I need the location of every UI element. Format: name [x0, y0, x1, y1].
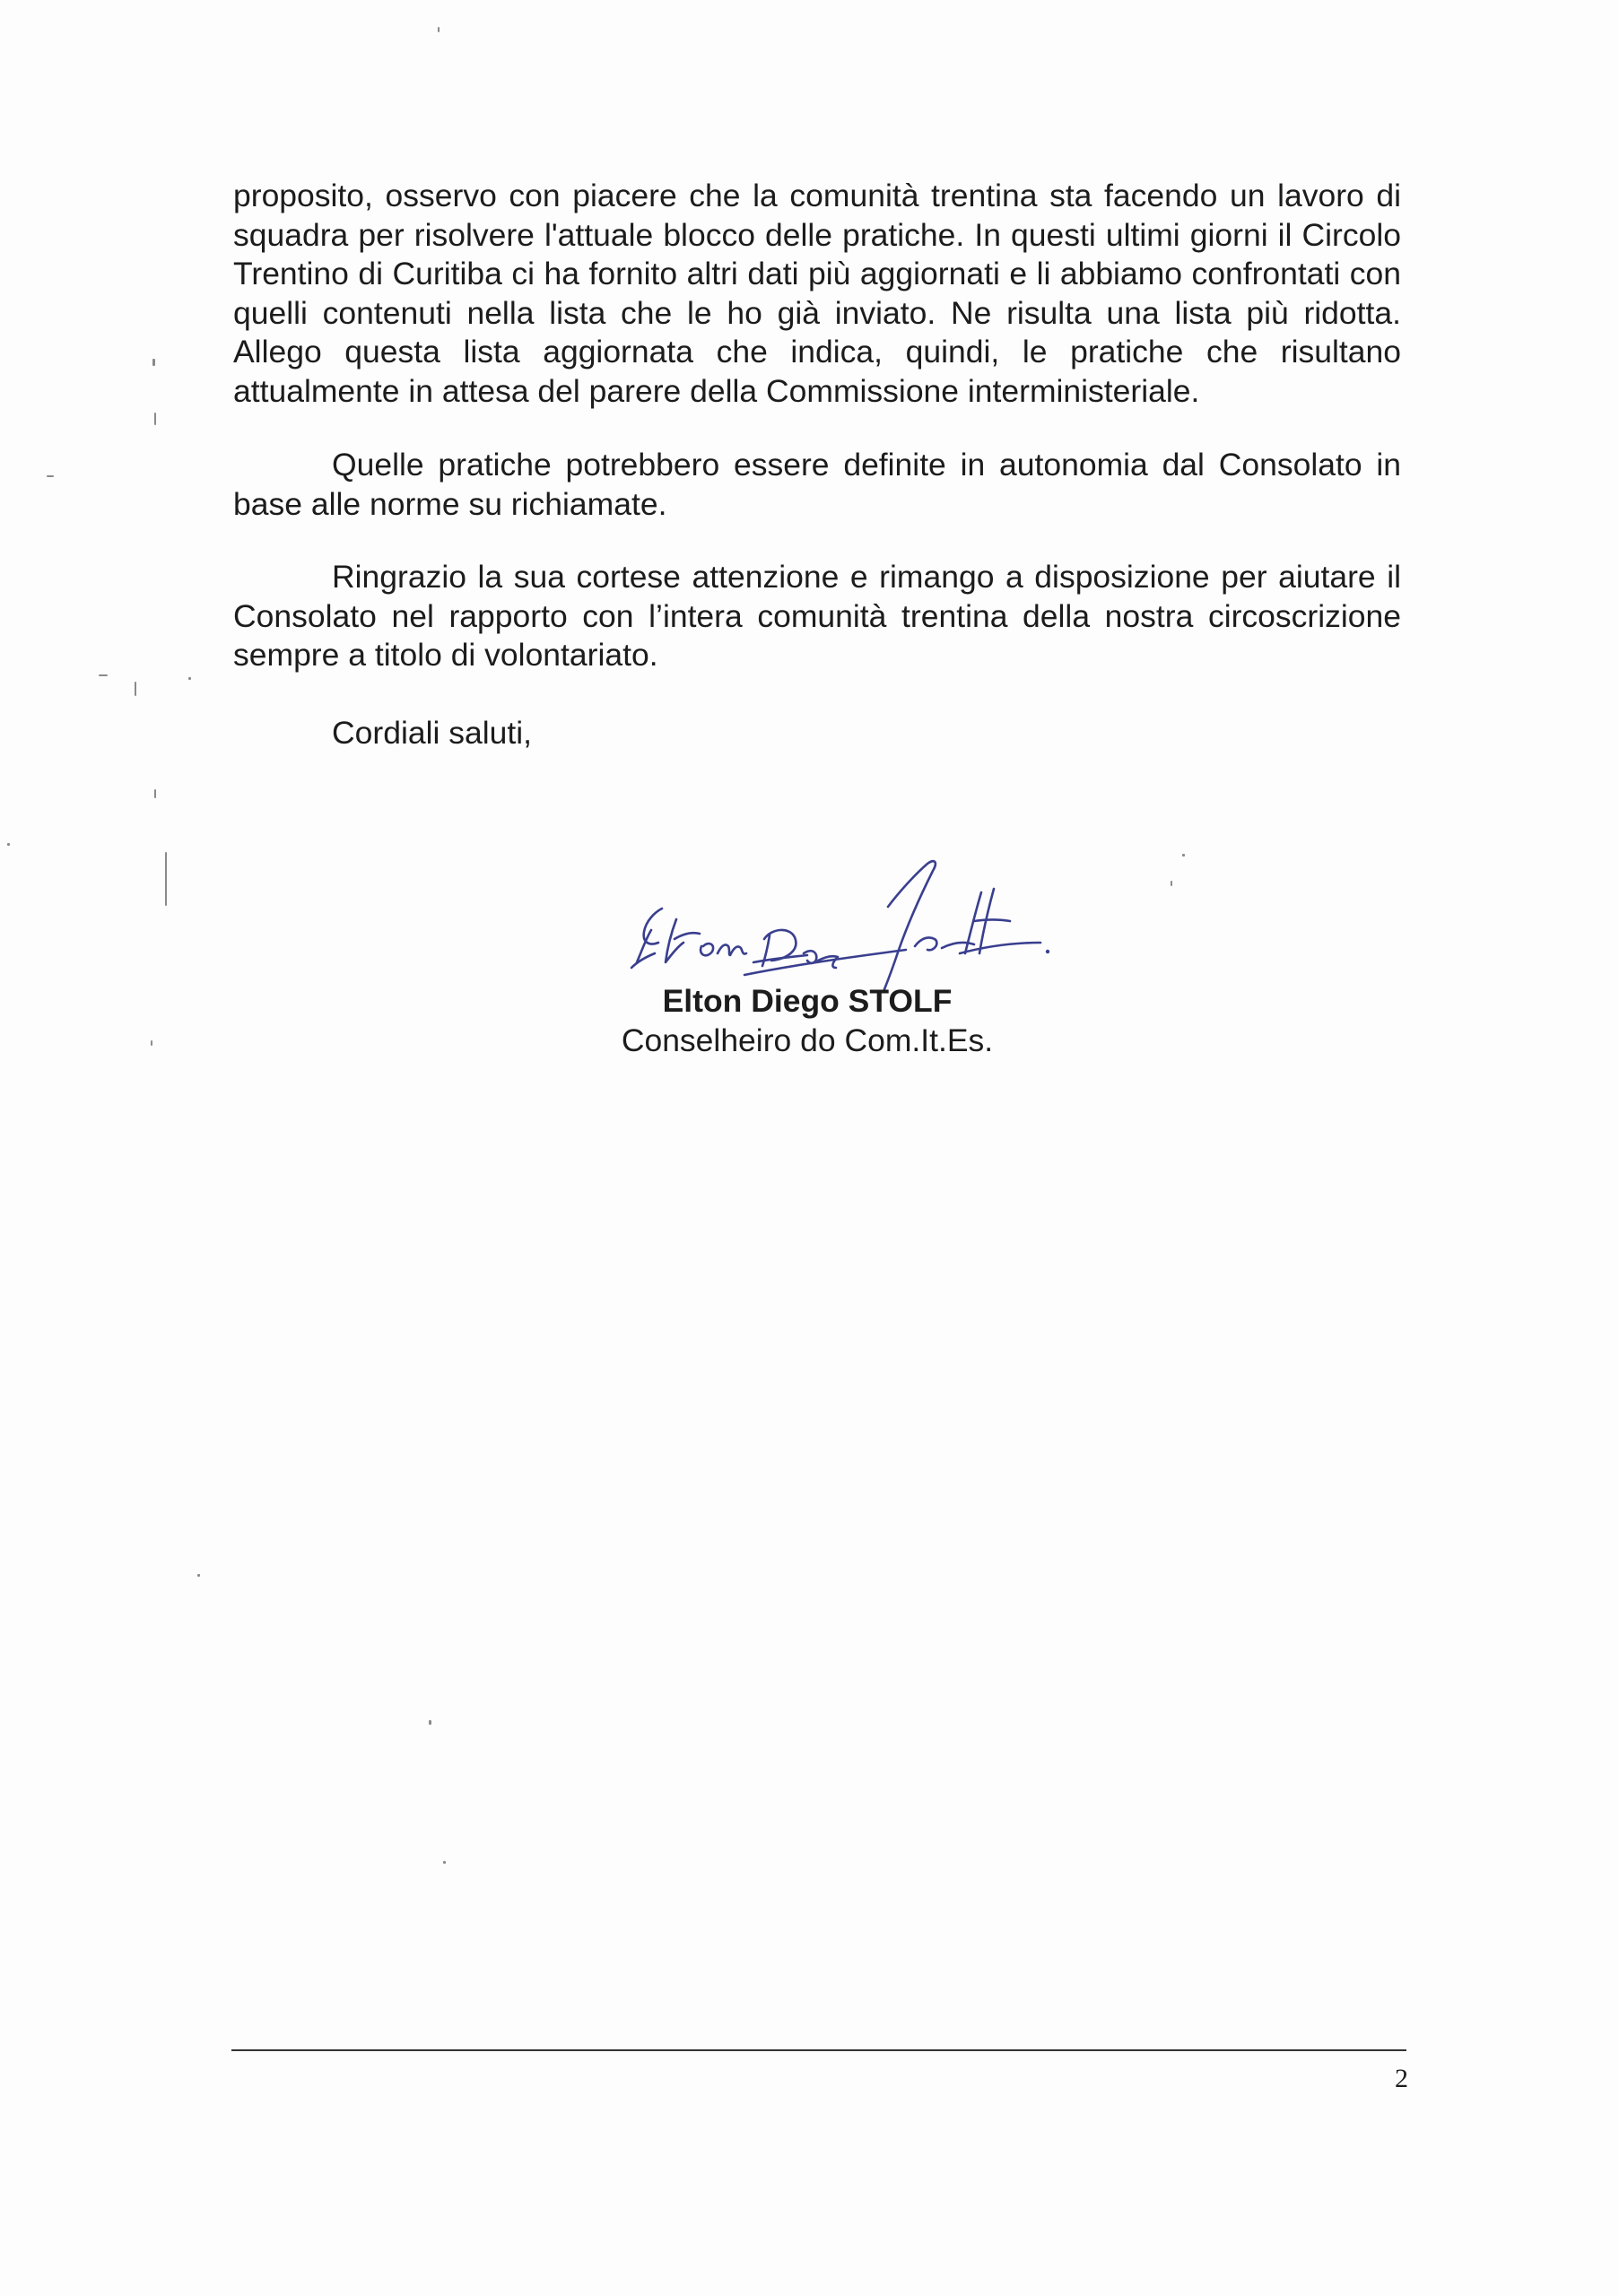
scan-speck	[151, 1040, 152, 1046]
scan-speck	[152, 359, 155, 366]
scan-speck	[443, 1861, 446, 1864]
scan-speck	[1182, 854, 1185, 857]
scan-speck	[99, 674, 108, 676]
scan-speck	[197, 1574, 200, 1577]
paragraph-1: proposito, osservo con piacere che la comunità trentina sta facendo un lavoro di squadra per risolvere l'attuale blocco delle pratiche. In questi ultimi giorni il Circolo Trentino di Curitiba ci ha fornito altri dati più aggiornati e li abbiamo confrontati con quelli contenuti nella lista che le ho già inviato. Ne risulta una lista più ridotta. Allego questa lista aggiornata che indica, quindi, le pratiche che risultano attualmente in attesa del parere della Commissione interministeriale.	[233, 178, 1401, 409]
scan-speck	[165, 852, 167, 906]
footer-divider	[231, 2049, 1406, 2051]
scan-speck	[438, 27, 440, 32]
scan-speck	[1171, 881, 1172, 886]
paragraph-3: Ringrazio la sua cortese attenzione e rimango a disposizione per aiutare il Consolato nel rapporto con l’intera comunità trentina della nostra circoscrizione sempre a titolo di volontariato.	[233, 559, 1401, 673]
signer-name: Elton Diego STOLF	[662, 983, 953, 1019]
scan-speck	[7, 843, 10, 846]
scan-speck	[154, 413, 156, 425]
paragraph-2: Quelle pratiche potrebbero essere definite in autonomia dal Consolato in base alle norme su richiamate.	[233, 447, 1401, 522]
scan-speck	[47, 475, 54, 477]
closing-salutation: Cordiali saluti,	[332, 715, 532, 751]
scan-speck	[135, 682, 136, 696]
scan-speck	[188, 677, 191, 680]
scan-speck	[154, 789, 156, 798]
scan-speck	[429, 1720, 431, 1725]
page-number: 2	[1395, 2064, 1408, 2093]
handwritten-signature	[619, 857, 1058, 991]
signer-role: Conselheiro do Com.It.Es.	[621, 1022, 994, 1058]
